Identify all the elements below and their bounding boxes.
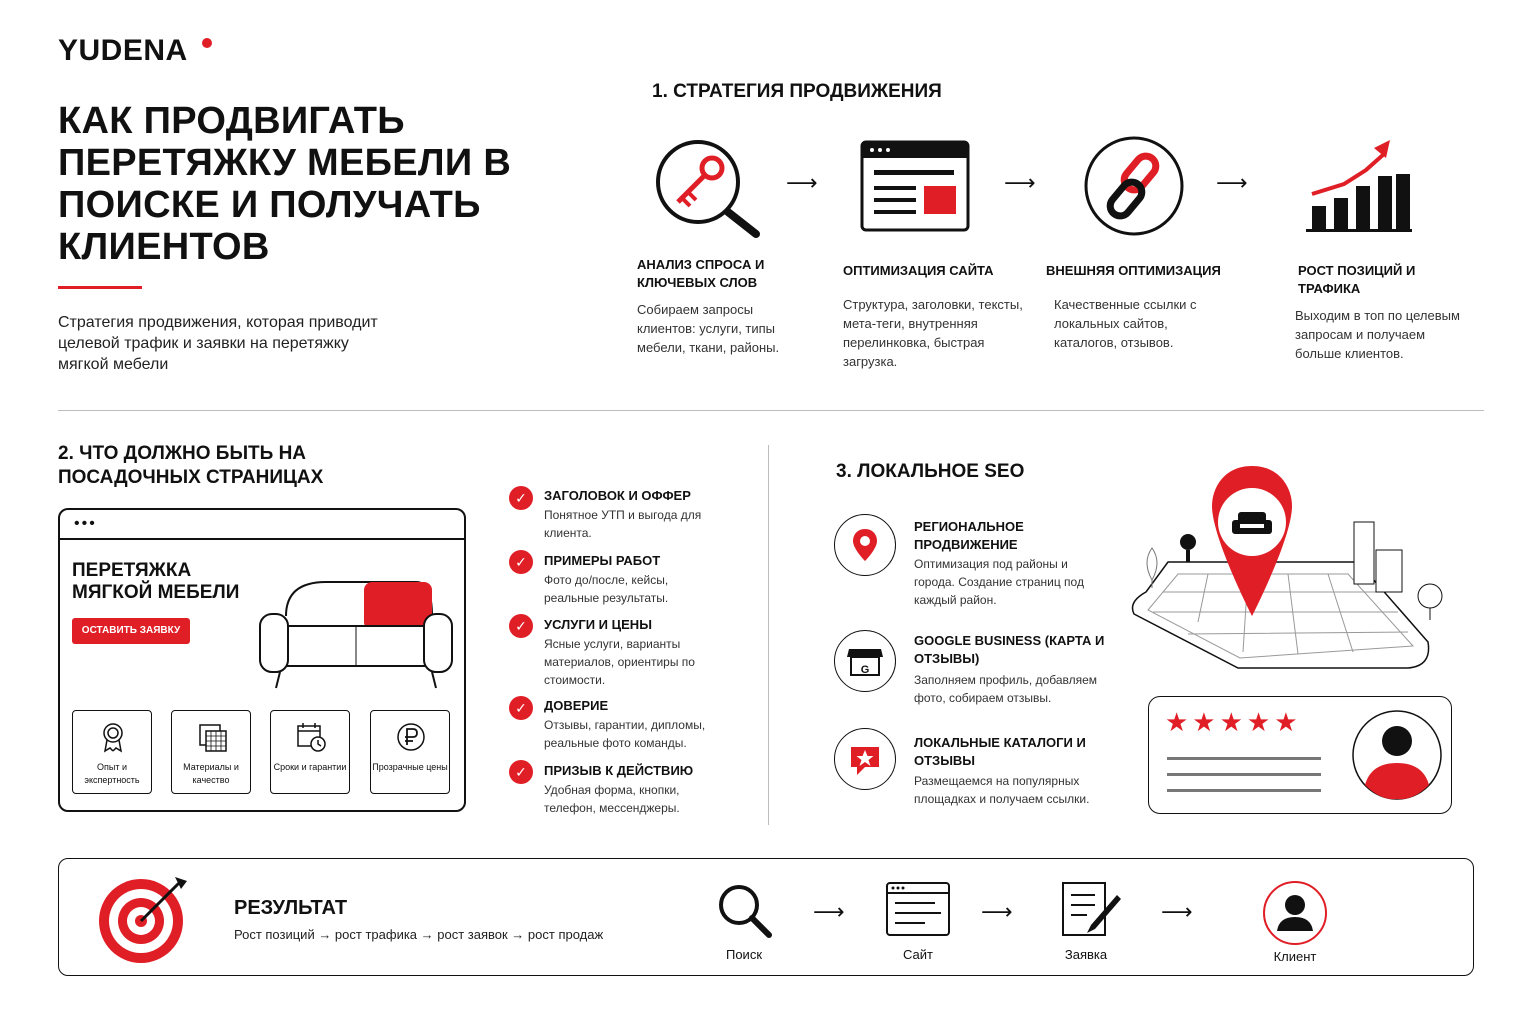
flow-arrow-1: ⟶ bbox=[786, 170, 818, 195]
step-2-title: ОПТИМИЗАЦИЯ САЙТА bbox=[843, 263, 994, 278]
result-panel bbox=[58, 858, 1474, 976]
checklist-title: ПРИМЕРЫ РАБОТ bbox=[544, 553, 661, 568]
step-2-desc: Структура, заголовки, тексты, мета-теги, внутренняя перелинковка, быстрая загрузка. bbox=[843, 297, 1023, 369]
calendar-clock-icon bbox=[295, 721, 327, 753]
form-icon bbox=[1061, 879, 1123, 939]
landing-page-mockup bbox=[58, 508, 466, 812]
sofa-icon bbox=[256, 576, 456, 692]
review-star-icon bbox=[834, 728, 896, 790]
check-icon: ✓ bbox=[509, 760, 533, 784]
step-4-desc: Выходим в топ по целевым запросам и получаем больше клиентов. bbox=[1295, 308, 1460, 361]
result-title: РЕЗУЛЬТАТ bbox=[234, 897, 348, 919]
mock-hero-title: ПЕРЕТЯЖКА МЯГКОЙ МЕБЕЛИ bbox=[72, 560, 240, 603]
flow-label: Поиск bbox=[725, 947, 763, 962]
page-intro: Стратегия продвижения, которая приводит целевой трафик и заявки на перетяжку мягкой мебели bbox=[58, 314, 378, 373]
review-card bbox=[1148, 696, 1452, 814]
section-divider bbox=[58, 410, 1484, 411]
feature-card bbox=[171, 710, 251, 794]
local-seo-title: 3. ЛОКАЛЬНОЕ SEO bbox=[836, 461, 1025, 482]
checklist-title: УСЛУГИ И ЦЕНЫ bbox=[544, 617, 652, 632]
checklist-desc: Удобная форма, кнопки, телефон, мессенджеры. bbox=[544, 783, 680, 815]
result-desc: Рост позиций → рост трафика → рост заявок → рост продаж bbox=[234, 927, 604, 942]
step-3-desc: Качественные ссылки с локальных сайтов, каталогов, отзывов. bbox=[1054, 297, 1197, 350]
feature-label: Прозрачные цены bbox=[372, 762, 448, 772]
checklist-title: ДОВЕРИЕ bbox=[544, 698, 609, 713]
checklist-desc: Понятное УТП и выгода для клиента. bbox=[544, 508, 702, 540]
local-item-title: GOOGLE BUSINESS (КАРТА И ОТЗЫВЫ) bbox=[914, 633, 1105, 666]
step-4-title: РОСТ ПОЗИЦИЙ И ТРАФИКА bbox=[1298, 263, 1416, 296]
browser-bar bbox=[60, 510, 464, 540]
flow-arrow: ⟶ bbox=[813, 899, 845, 924]
map-illustration bbox=[1128, 462, 1458, 682]
review-line bbox=[1167, 789, 1321, 792]
website-layout-icon bbox=[860, 140, 970, 232]
review-line bbox=[1167, 757, 1321, 760]
check-icon: ✓ bbox=[509, 696, 533, 720]
checklist-desc: Отзывы, гарантии, дипломы, реальные фото команды. bbox=[544, 718, 706, 750]
svg-text:G: G bbox=[860, 664, 870, 676]
checklist-title: ЗАГОЛОВОК И ОФФЕР bbox=[544, 488, 691, 503]
logo-dot bbox=[202, 38, 212, 48]
site-icon bbox=[885, 881, 951, 937]
feature-card bbox=[270, 710, 350, 794]
feature-card bbox=[370, 710, 450, 794]
local-item-desc: Размещаемся на популярных площадках и получаем ссылки. bbox=[914, 774, 1090, 806]
local-item-title: РЕГИОНАЛЬНОЕ ПРОДВИЖЕНИЕ bbox=[914, 519, 1024, 552]
brand-logo: YUDENA bbox=[58, 34, 188, 67]
flow-label: Клиент bbox=[1273, 949, 1317, 964]
feature-card bbox=[72, 710, 152, 794]
feature-label: Сроки и гарантии bbox=[273, 762, 347, 772]
map-pin-icon bbox=[834, 514, 896, 576]
feature-label: Опыт и экспертность bbox=[84, 762, 140, 785]
target-icon bbox=[95, 873, 191, 965]
local-item-desc: Оптимизация под районы и города. Создание страниц под каждый район. bbox=[914, 557, 1084, 607]
client-icon bbox=[1261, 879, 1329, 947]
check-icon: ✓ bbox=[509, 614, 533, 638]
title-underline bbox=[58, 286, 142, 289]
ruble-icon bbox=[395, 721, 427, 753]
checklist-desc: Фото до/после, кейсы, реальные результаты. bbox=[544, 573, 669, 605]
step-1-desc: Собираем запросы клиентов: услуги, типы мебели, ткани, районы. bbox=[637, 302, 780, 355]
fabric-swatch-icon bbox=[196, 721, 228, 753]
strategy-title: 1. СТРАТЕГИЯ ПРОДВИЖЕНИЯ bbox=[652, 81, 942, 102]
google-business-icon bbox=[834, 630, 896, 692]
check-icon: ✓ bbox=[509, 550, 533, 574]
checklist-title: ПРИЗЫВ К ДЕЙСТВИЮ bbox=[544, 763, 694, 778]
step-3-title: ВНЕШНЯЯ ОПТИМИЗАЦИЯ bbox=[1046, 263, 1221, 278]
local-item-title: ЛОКАЛЬНЫЕ КАТАЛОГИ И ОТЗЫВЫ bbox=[914, 735, 1086, 768]
flow-label: Заявка bbox=[1064, 947, 1108, 962]
flow-arrow-3: ⟶ bbox=[1216, 170, 1248, 195]
link-chain-icon bbox=[1082, 134, 1186, 238]
local-item-desc: Заполняем профиль, добавляем фото, собираем отзывы. bbox=[914, 673, 1098, 705]
cta-button[interactable]: ОСТАВИТЬ ЗАЯВКУ bbox=[72, 618, 190, 644]
magnifier-key-icon bbox=[652, 134, 762, 238]
flow-arrow: ⟶ bbox=[1161, 899, 1193, 924]
flow-arrow-2: ⟶ bbox=[1004, 170, 1036, 195]
review-line bbox=[1167, 773, 1321, 776]
column-divider bbox=[768, 445, 769, 825]
rating-stars: ★★★★★ bbox=[1165, 707, 1302, 737]
search-icon bbox=[715, 881, 775, 941]
landing-title: 2. ЧТО ДОЛЖНО БЫТЬ НА ПОСАДОЧНЫХ СТРАНИЦАХ bbox=[58, 443, 324, 488]
avatar-icon bbox=[1351, 709, 1443, 801]
flow-arrow: ⟶ bbox=[981, 899, 1013, 924]
flow-label: Сайт bbox=[903, 947, 933, 962]
growth-chart-icon bbox=[1304, 136, 1414, 234]
feature-label: Материалы и качество bbox=[183, 762, 239, 785]
page-title: КАК ПРОДВИГАТЬ ПЕРЕТЯЖКУ МЕБЕЛИ В ПОИСКЕ И ПОЛУЧАТЬ КЛИЕНТОВ bbox=[58, 100, 512, 268]
step-1-title: АНАЛИЗ СПРОСА И КЛЮЧЕВЫХ СЛОВ bbox=[637, 257, 765, 290]
checklist-desc: Ясные услуги, варианты материалов, ориентиры по стоимости. bbox=[544, 637, 695, 687]
award-icon bbox=[97, 721, 129, 753]
check-icon: ✓ bbox=[509, 486, 533, 510]
window-dots: ••• bbox=[74, 515, 97, 532]
